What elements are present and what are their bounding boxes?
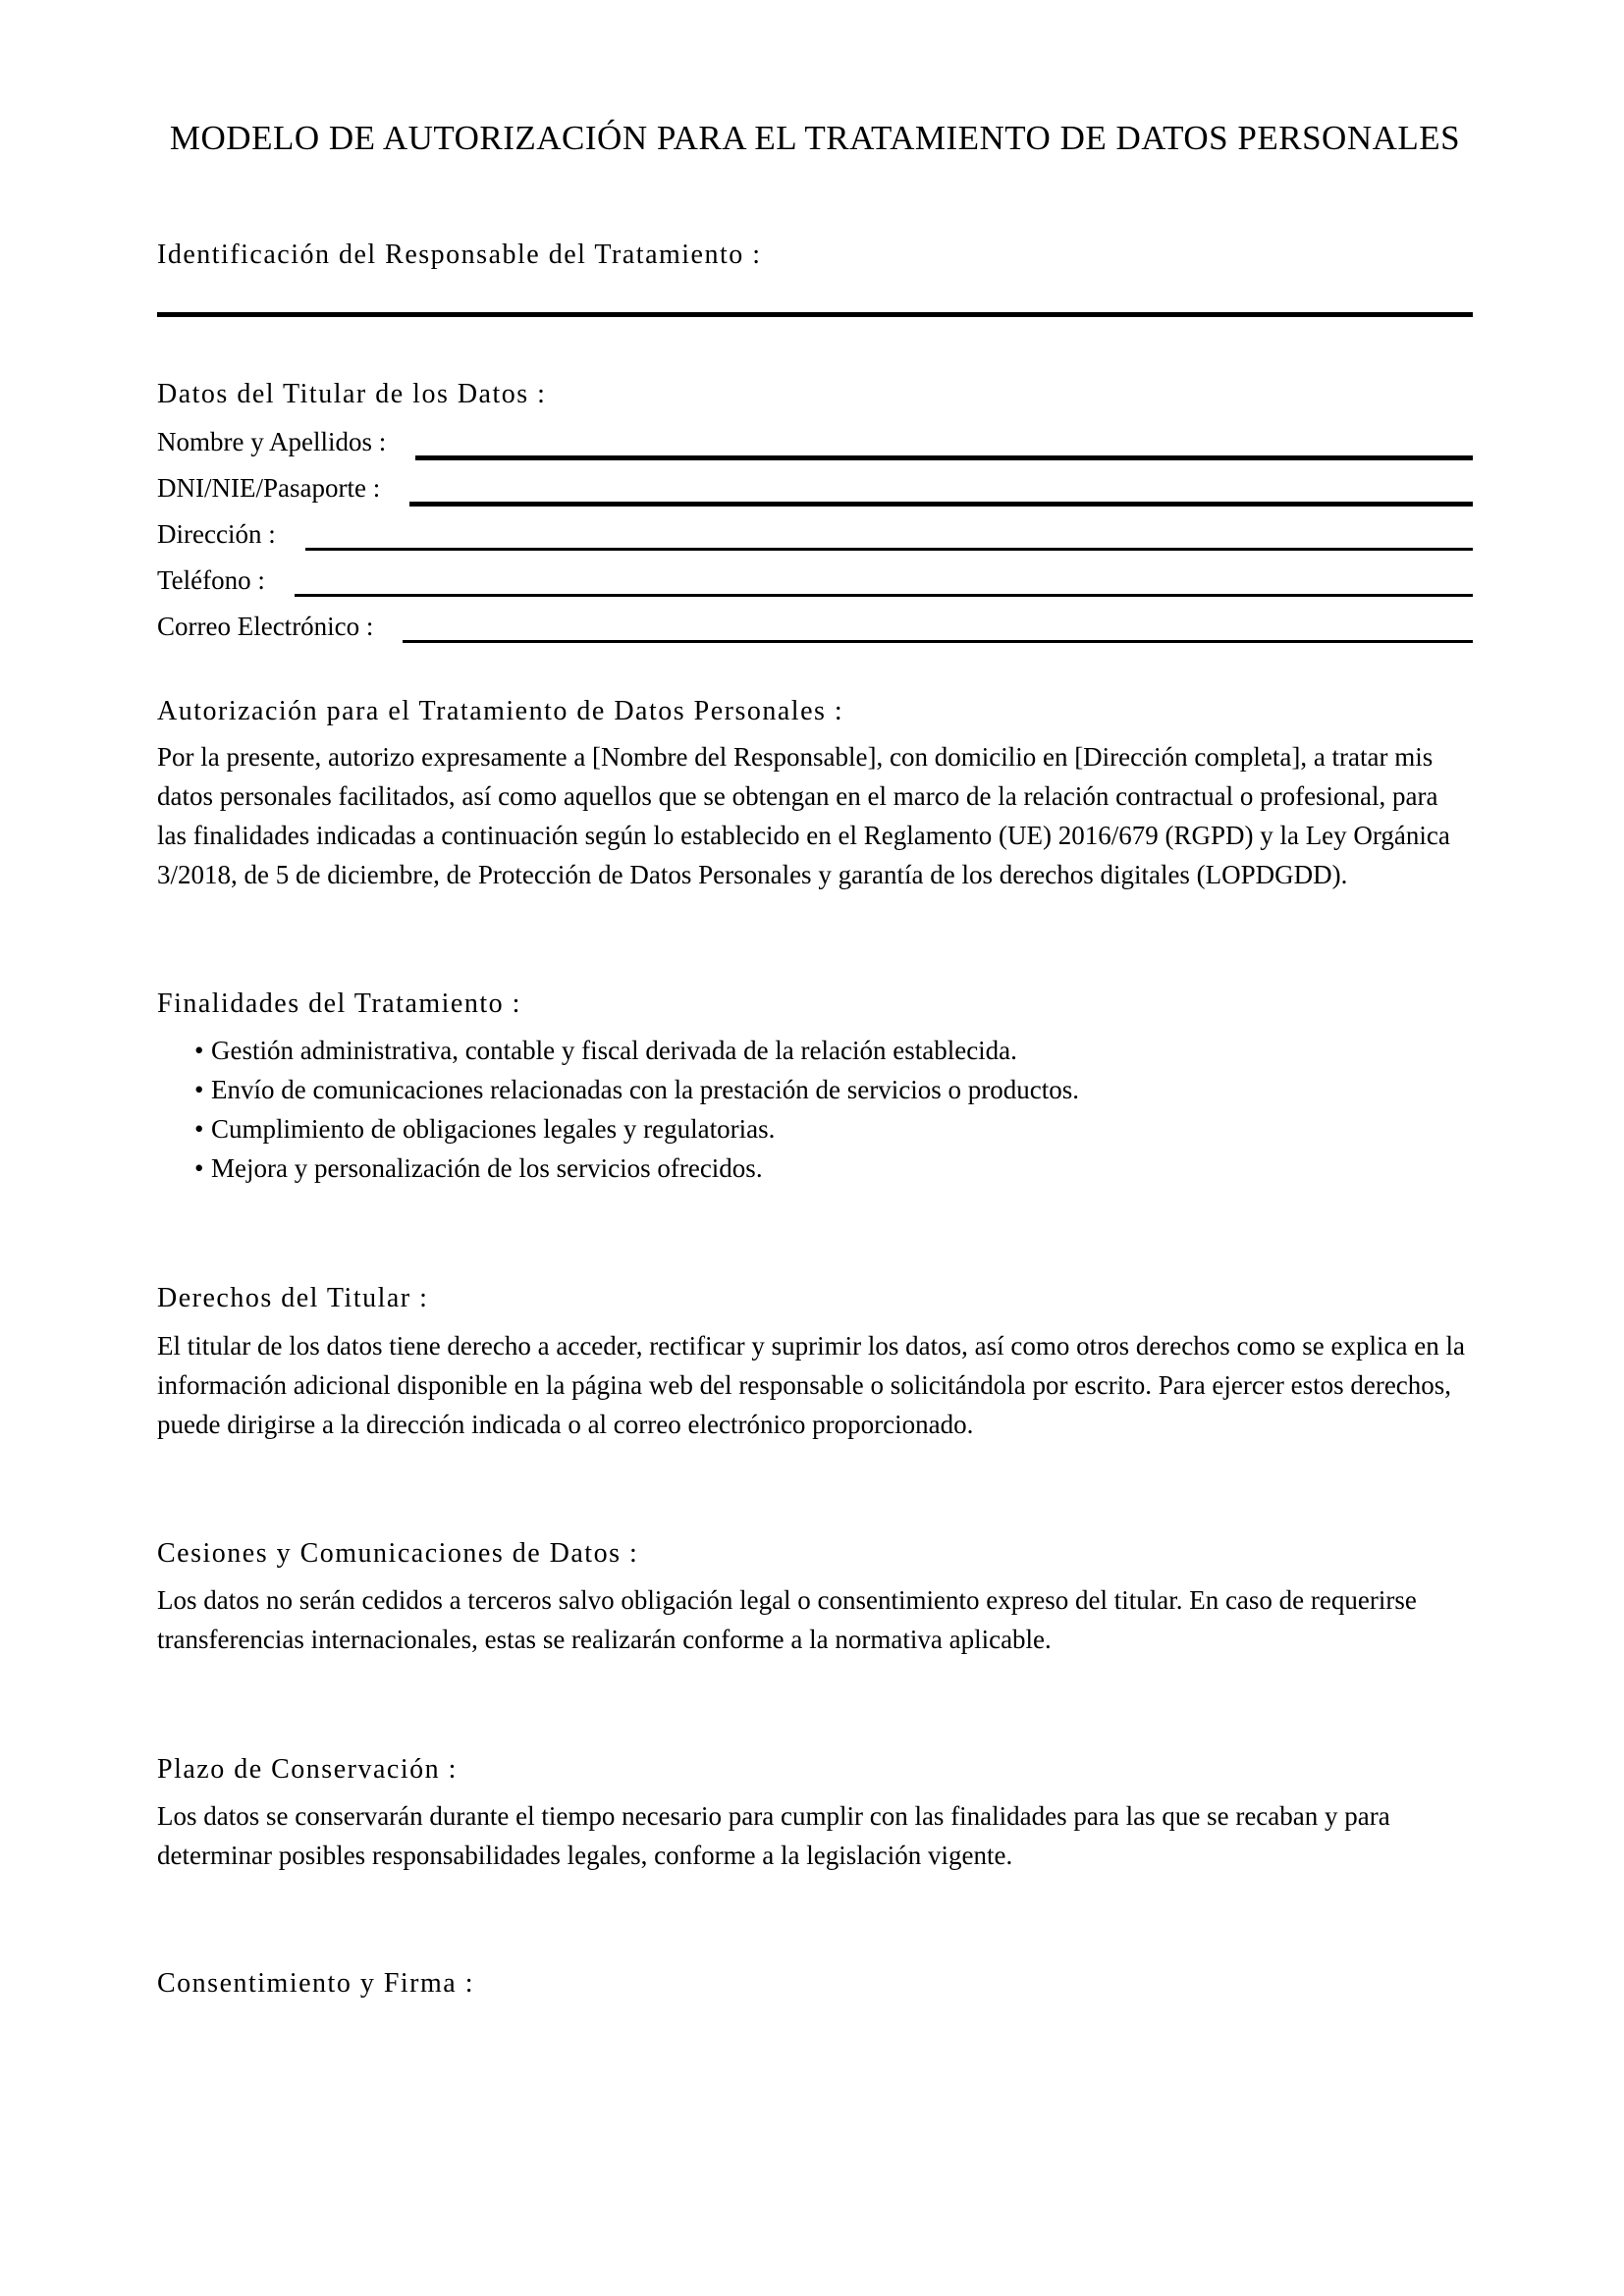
field-row-direccion [157,514,1473,554]
plazo-body: Los datos se conservarán durante el tiempo necesario para cumplir con las finalidades para las que se recaban y para determinar posibles responsabilidades legales, conforme a la legislación vigente. [157,1801,1390,1870]
autorizacion-body: Por la presente, autorizo expresamente a [Nombre del Responsable], con domicilio en [Dirección completa], a tratar mis datos personales facilitados, así como aquellos que se obtengan en el marco de la relación contractual o profesional, para las finalidades indicadas a continuación según lo establecido en el Reglamento (UE) 2016/679 (RGPD) y la Ley Orgánica 3/2018, de 5 de diciembre, de Protección de Datos Personales y garantía de los derechos digitales (LOPDGDD). [157,742,1450,889]
nombre-label: Nombre y Apellidos : [157,427,387,456]
responsable-heading: Identificación del Responsable del Tratamiento : [157,240,762,270]
field-gap [265,561,295,600]
field-gap [386,422,415,461]
correo-input-line[interactable] [403,607,1473,643]
field-gap [373,607,403,646]
dni-label: DNI/NIE/Pasaporte : [157,473,381,503]
field-row-nombre [157,422,1473,461]
list-item [157,1148,1473,1188]
nombre-input-line[interactable] [415,422,1473,460]
bullet-icon: • [194,1114,204,1144]
list-item [157,1070,1473,1109]
field-gap [380,468,409,507]
list-item-text: Gestión administrativa, contable y fiscal derivada de la relación establecida. [211,1036,1017,1065]
derechos-heading: Derechos del Titular : [157,1283,429,1313]
derechos-body: El titular de los datos tiene derecho a acceder, rectificar y suprimir los datos, así como otros derechos como se explica en la información adicional disponible en la página web del responsable o solicitándola por escrito. Para ejercer estos derechos, puede dirigirse a la dirección indicada o al correo electrónico proporcionado. [157,1331,1465,1439]
correo-label: Correo Electrónico : [157,612,374,641]
finalidades-list [157,1031,1473,1188]
bullet-icon: • [194,1075,204,1104]
list-item-text: Envío de comunicaciones relacionadas con la prestación de servicios o productos. [211,1075,1079,1104]
list-item-text: Cumplimiento de obligaciones legales y regulatorias. [211,1114,776,1144]
cesiones-heading: Cesiones y Comunicaciones de Datos : [157,1538,639,1569]
responsable-input-line[interactable] [157,312,1473,317]
direccion-input-line[interactable] [305,514,1473,551]
field-gap [276,514,305,554]
direccion-label: Dirección : [157,519,276,549]
telefono-input-line[interactable] [295,561,1473,597]
titular-fields [157,422,1473,646]
field-row-correo [157,607,1473,646]
telefono-label: Teléfono : [157,565,265,595]
autorizacion-heading: Autorización para el Tratamiento de Datos Personales : [157,696,844,726]
finalidades-heading: Finalidades del Tratamiento : [157,988,521,1019]
field-row-dni [157,468,1473,507]
bullet-icon: • [194,1153,204,1183]
bullet-icon: • [194,1036,204,1065]
cesiones-body: Los datos no serán cedidos a terceros salvo obligación legal o consentimiento expreso del titular. En caso de requerirse transferencias internacionales, estas se realizarán conforme a la normativa aplicable. [157,1585,1417,1654]
list-item-text: Mejora y personalización de los servicios ofrecidos. [211,1153,763,1183]
consentimiento-heading: Consentimiento y Firma : [157,1968,474,1999]
dni-input-line[interactable] [409,468,1473,507]
list-item [157,1031,1473,1070]
titular-heading: Datos del Titular de los Datos : [157,379,547,409]
list-item [157,1109,1473,1148]
page-title: MODELO DE AUTORIZACIÓN PARA EL TRATAMIENTO DE DATOS PERSONALES [169,119,1461,157]
field-row-telefono [157,561,1473,600]
plazo-heading: Plazo de Conservación : [157,1754,458,1785]
